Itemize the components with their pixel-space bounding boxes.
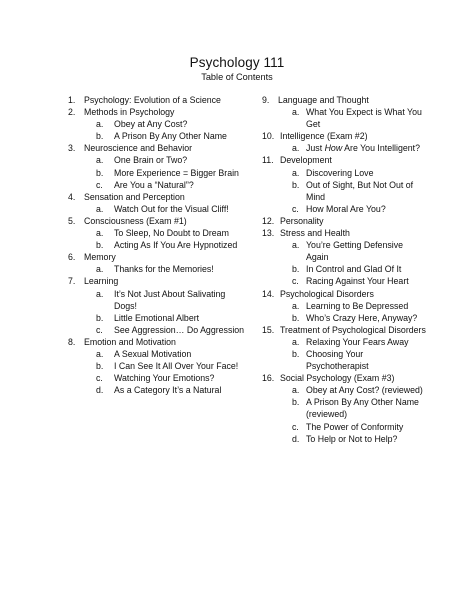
toc-subitem-letter: b.: [292, 397, 300, 408]
toc-subitem-text: Little Emotional Albert: [114, 312, 200, 323]
toc-subitem: [68, 239, 248, 251]
toc-item: [68, 106, 248, 118]
toc-subitem: [68, 360, 248, 372]
toc-subitem-letter: d.: [292, 433, 300, 444]
toc-subitem-letter: c.: [292, 203, 299, 214]
toc-entry: [262, 227, 427, 287]
toc-entry: [262, 372, 427, 445]
toc-subitem: [262, 239, 427, 263]
toc-item-title: Development: [280, 155, 332, 166]
toc-subitems: [262, 142, 427, 154]
toc-subitem-text: A Prison By Any Other Name: [114, 131, 227, 142]
toc-item-number: 10.: [262, 131, 275, 142]
toc-subitem-letter: b.: [96, 312, 104, 323]
toc-subitem-letter: a.: [292, 240, 300, 251]
toc-subitems: [262, 384, 427, 444]
toc-subitems: [68, 263, 248, 275]
toc-subitem: [262, 348, 427, 372]
toc-subitems: [68, 154, 248, 190]
toc-item: [68, 142, 248, 154]
toc-item-title: Treatment of Psychological Disorders: [280, 324, 426, 335]
toc-subitem: [68, 372, 248, 384]
toc-item-number: 11.: [262, 155, 274, 166]
toc-subitem-letter: a.: [292, 107, 300, 118]
toc-subitem-letter: a.: [292, 336, 300, 347]
toc-subitem-text: See Aggression… Do Aggression: [114, 324, 245, 335]
toc-subitem: [262, 384, 427, 396]
toc-subitem-letter: a.: [96, 288, 104, 299]
toc-item-title: Personality: [280, 215, 324, 226]
toc-item-title: Psychological Disorders: [280, 288, 374, 299]
toc-entry: [262, 154, 427, 214]
toc-subitem: [262, 396, 427, 420]
toc-item: [68, 215, 248, 227]
toc-subitem-letter: a.: [292, 300, 300, 311]
toc-subitems: [68, 348, 248, 396]
toc-subitem-letter: b.: [96, 131, 104, 142]
toc-item-number: 2.: [68, 107, 76, 118]
toc-item-title: Stress and Health: [280, 228, 350, 239]
toc-subitem: [262, 421, 427, 433]
toc-subitem-letter: c.: [96, 179, 103, 190]
toc-subitem: [68, 288, 248, 312]
toc-subitem-letter: b.: [292, 312, 300, 323]
toc-subitem-text: To Help or Not to Help?: [306, 433, 398, 444]
toc-subitem-text: Choosing Your Psychotherapist: [306, 348, 369, 372]
toc-subitem-text: More Experience = Bigger Brain: [114, 167, 239, 178]
toc-subitem-letter: b.: [292, 179, 300, 190]
toc-subitem-text: Obey at Any Cost?: [114, 119, 188, 130]
toc-subitem-text: The Power of Conformity: [306, 421, 404, 432]
toc-subitems: [68, 118, 248, 142]
toc-item-number: 9.: [262, 95, 270, 105]
toc-subitems: [262, 300, 427, 324]
toc-subitem-letter: d.: [96, 385, 104, 396]
toc-subitem: [68, 324, 248, 336]
toc-subitem-text: Acting As If You Are Hypnotized: [114, 240, 238, 251]
toc-subitem-text: How Moral Are You?: [306, 203, 386, 214]
toc-item: [68, 275, 248, 287]
toc-subitem: [262, 312, 427, 324]
toc-item: [262, 372, 427, 384]
toc-subitem: [262, 142, 427, 154]
toc-subitem-letter: c.: [96, 324, 103, 335]
document-title: Psychology 111: [189, 55, 285, 70]
toc-item-number: 13.: [262, 228, 275, 239]
toc-subitem-text: It’s Not Just About Salivating Dogs!: [114, 288, 226, 311]
toc-subitem-text-post: Are You Intelligent?: [342, 143, 420, 154]
toc-subitem-letter: c.: [96, 373, 103, 384]
toc-subitems: [68, 288, 248, 336]
toc-entry: [68, 94, 248, 106]
toc-subitem-text: In Control and Glad Of It: [306, 264, 402, 275]
toc-subitem-text: Thanks for the Memories!: [114, 264, 214, 275]
toc-subitem-text: You’re Getting Defensive Again: [306, 240, 403, 263]
toc-subitem: [68, 263, 248, 275]
toc-subitems: [262, 336, 427, 372]
toc-subitem-letter: b.: [292, 348, 300, 359]
toc-subitem-letter: a.: [292, 143, 300, 154]
document-subtitle: Table of Contents: [201, 72, 273, 82]
toc-subitem: [262, 336, 427, 348]
toc-item: [68, 94, 248, 106]
toc-item-number: 4.: [68, 191, 76, 202]
toc-subitem-letter: a.: [96, 348, 104, 359]
toc-subitem: [68, 312, 248, 324]
toc-entry: [262, 288, 427, 324]
toc-subitem-text: As a Category It’s a Natural: [114, 385, 222, 396]
toc-subitem-text: Racing Against Your Heart: [306, 276, 409, 287]
toc-subitem-text: Discovering Love: [306, 167, 374, 178]
toc-subitem-text: Learning to Be Depressed: [306, 300, 409, 311]
toc-subitem-text: A Prison By Any Other Name (reviewed): [306, 397, 419, 420]
toc-subitem-letter: b.: [96, 361, 104, 372]
toc-subitem-letter: a.: [96, 203, 104, 214]
toc-item-title: Language and Thought: [278, 95, 369, 105]
toc-entry: [262, 215, 427, 227]
toc-item-title: Consciousness (Exam #1): [84, 215, 187, 226]
toc-item-number: 3.: [68, 143, 76, 154]
toc-item-number: 7.: [68, 276, 76, 287]
toc-item-number: 16.: [262, 373, 275, 384]
toc-subitem-letter: b.: [292, 264, 300, 275]
toc-item: [68, 336, 248, 348]
toc-item: [68, 191, 248, 203]
toc-subitem-letter: a.: [292, 385, 300, 396]
toc-item-number: 8.: [68, 336, 76, 347]
toc-item: [262, 94, 427, 106]
toc-subitem: [68, 118, 248, 130]
toc-entry: [68, 251, 248, 275]
toc-subitem-text-emphasis: How: [324, 143, 343, 154]
toc-subitem-letter: a.: [96, 119, 104, 130]
toc-item-title: Methods in Psychology: [84, 107, 175, 118]
toc-subitem-text: Relaxing Your Fears Away: [306, 336, 409, 347]
toc-subitem: [68, 384, 248, 396]
toc-subitem-letter: c.: [292, 421, 299, 432]
toc-item-number: 12.: [262, 215, 275, 226]
toc-subitem-letter: a.: [96, 264, 104, 275]
toc-subitem: [68, 130, 248, 142]
toc-subitem-text: I Can See It All Over Your Face!: [114, 361, 239, 372]
toc-subitem: [68, 167, 248, 179]
toc-entry: [262, 94, 427, 130]
toc-entry: [68, 336, 248, 396]
toc-entry: [262, 130, 427, 154]
toc-item: [262, 288, 427, 300]
toc-entry: [68, 215, 248, 251]
toc-subitem: [262, 203, 427, 215]
toc-subitem-text: One Brain or Two?: [114, 155, 188, 166]
toc-item: [262, 227, 427, 239]
toc-subitem: [68, 154, 248, 166]
toc-subitem: [262, 167, 427, 179]
toc-item: [262, 154, 427, 166]
toc-left-column: [68, 94, 248, 396]
toc-item-title: Learning: [84, 276, 119, 287]
toc-subitem-text: Out of Sight, But Not Out of Mind: [306, 179, 414, 202]
toc-entry: [68, 275, 248, 335]
toc-subitem: [68, 348, 248, 360]
toc-subitem-text: What You Expect is What You Get: [306, 107, 422, 130]
toc-item-number: 5.: [68, 215, 76, 226]
toc-subitem-letter: b.: [96, 167, 104, 178]
toc-subitem-text: Watching Your Emotions?: [114, 373, 215, 384]
toc-subitem: [68, 179, 248, 191]
toc-subitems: [262, 239, 427, 287]
toc-entry: [68, 106, 248, 142]
toc-entry: [262, 324, 427, 372]
toc-item-title: Sensation and Perception: [84, 191, 185, 202]
toc-subitem-letter: a.: [96, 228, 104, 239]
toc-subitem-text: Watch Out for the Visual Cliff!: [114, 203, 229, 214]
toc-item-title: Memory: [84, 252, 116, 263]
toc-subitems: [262, 167, 427, 215]
toc-subitem: [262, 275, 427, 287]
toc-item: [262, 324, 427, 336]
toc-item: [68, 251, 248, 263]
toc-subitem: [68, 227, 248, 239]
toc-subitem-letter: a.: [292, 167, 300, 178]
toc-subitems: [68, 227, 248, 251]
toc-subitems: [68, 203, 248, 215]
toc-item: [262, 130, 427, 142]
toc-subitem-letter: a.: [96, 155, 104, 166]
toc-subitem-text: To Sleep, No Doubt to Dream: [114, 228, 229, 239]
toc-subitem-text-pre: Just: [306, 143, 325, 154]
toc-entry: [68, 142, 248, 190]
toc-subitem-letter: c.: [292, 276, 299, 287]
toc-item-title: Neuroscience and Behavior: [84, 143, 193, 154]
toc-entry: [68, 191, 248, 215]
toc-item-title: Social Psychology (Exam #3): [280, 373, 395, 384]
toc-subitem: [262, 300, 427, 312]
toc-item-title: Psychology: Evolution of a Science: [84, 95, 221, 105]
toc-subitems: [262, 106, 427, 130]
toc-subitem-text: Are You a “Natural”?: [114, 179, 194, 190]
toc-subitem-letter: b.: [96, 240, 104, 251]
toc-item-number: 14.: [262, 288, 275, 299]
toc-subitem: [262, 263, 427, 275]
toc-item-number: 1.: [68, 95, 76, 105]
toc-subitem: [68, 203, 248, 215]
toc-right-column: [262, 94, 427, 445]
toc-subitem-text: A Sexual Motivation: [114, 348, 192, 359]
toc-subitem: [262, 179, 427, 203]
toc-subitem-text: Who’s Crazy Here, Anyway?: [306, 312, 418, 323]
toc-subitem: [262, 106, 427, 130]
toc-item-number: 15.: [262, 324, 275, 335]
toc-subitem-text: Obey at Any Cost? (reviewed): [306, 385, 423, 396]
toc-item-number: 6.: [68, 252, 76, 263]
toc-subitem: [262, 433, 427, 445]
toc-item: [262, 215, 427, 227]
toc-item-title: Intelligence (Exam #2): [280, 131, 368, 142]
toc-item-title: Emotion and Motivation: [84, 336, 176, 347]
